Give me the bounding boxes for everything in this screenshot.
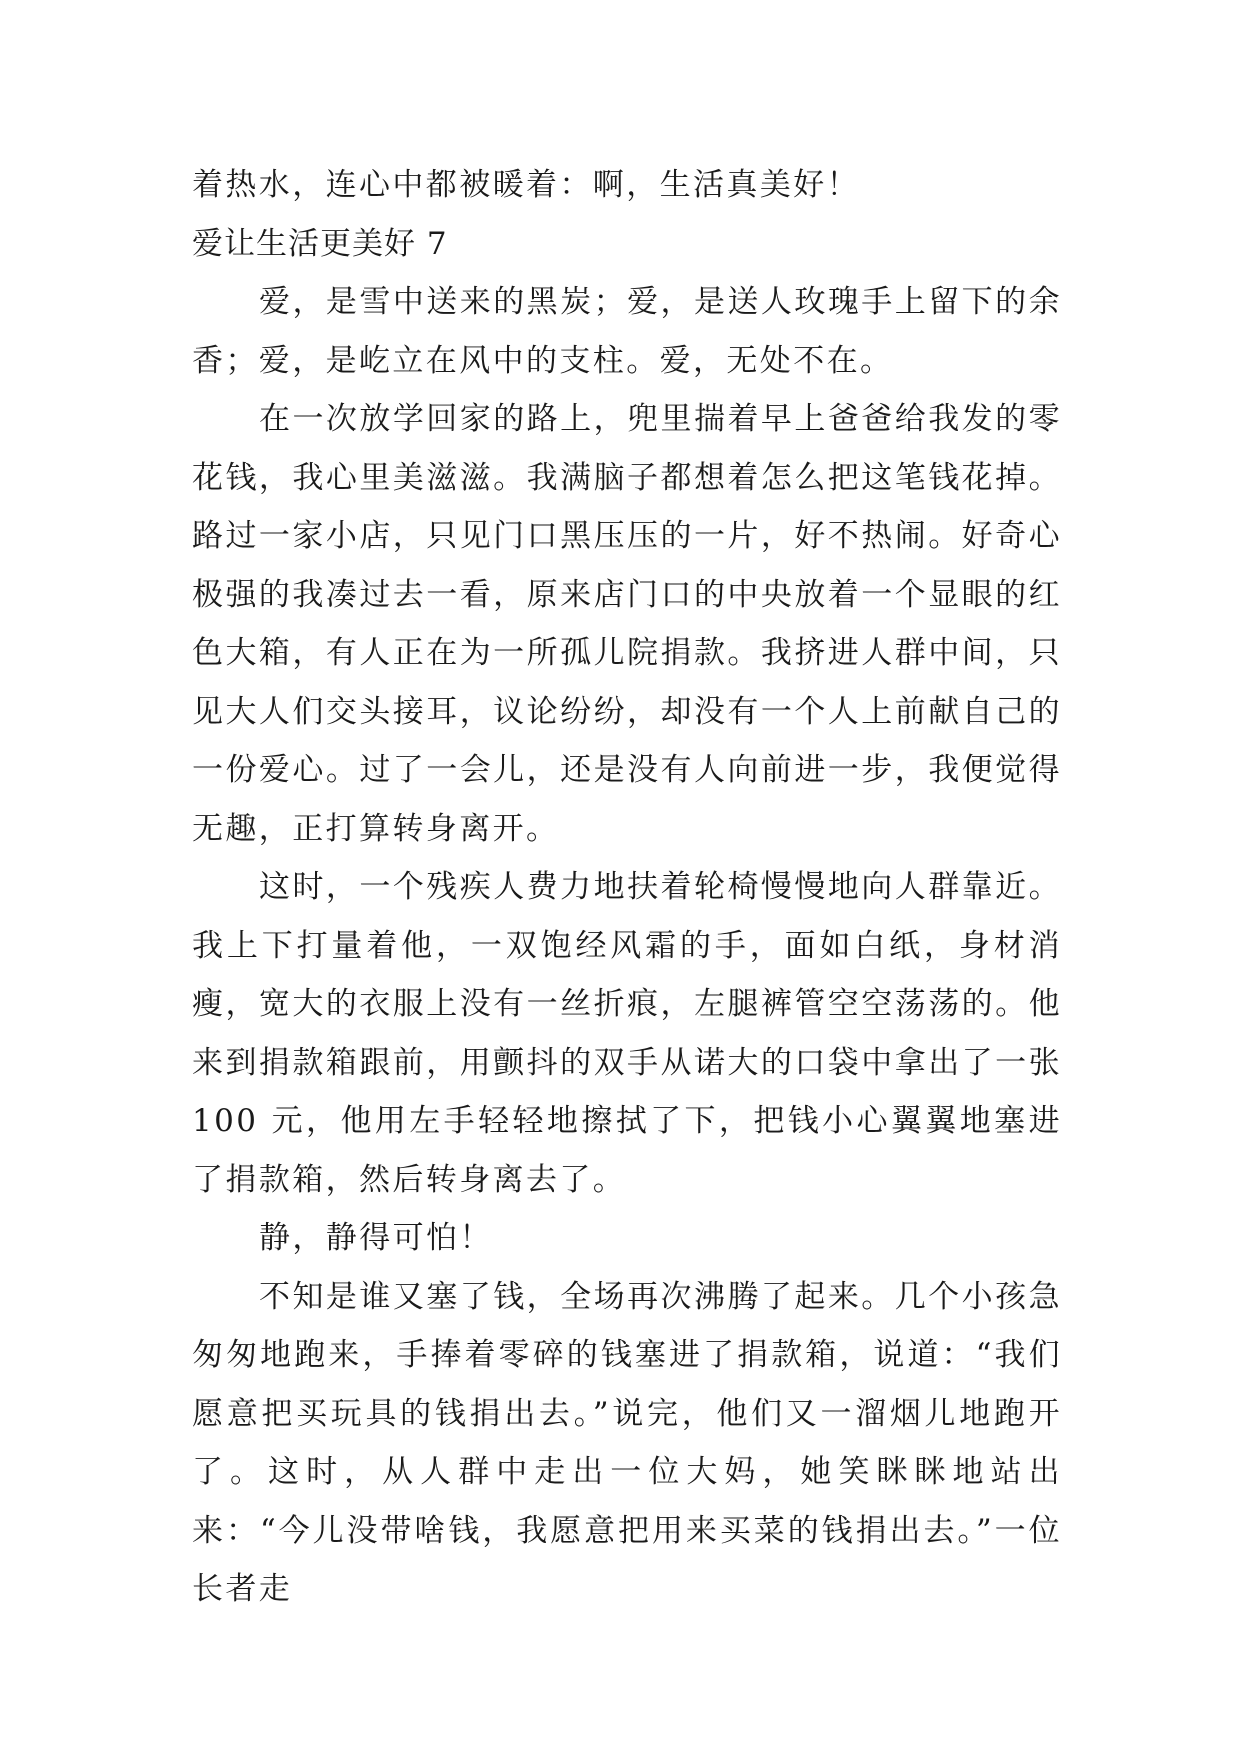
lead-line: 着热水，连心中都被暖着：啊，生活真美好！ (192, 167, 860, 203)
paragraph-3: 这时，一个残疾人费力地扶着轮椅慢慢地向人群靠近。我上下打量着他，一双饱经风霜的手，面如白纸，身材消瘦，宽大的衣服上没有一丝折痕，左腿裤管空空荡荡的。他来到捐款箱跟前，用颤抖的双手从诺大的口袋中拿出了一张 100 元，他用左手轻轻地擦拭了下，把钱小心翼翼地塞进了捐款箱，然后转身离去了。 (192, 869, 1062, 1198)
paragraph-1: 爱，是雪中送来的黑炭；爱，是送人玫瑰手上留下的余香；爱，是屹立在风中的支柱。爱，无处不在。 (192, 284, 1062, 379)
paragraph-5: 不知是谁又塞了钱，全场再次沸腾了起来。几个小孩急匆匆地跑来，手捧着零碎的钱塞进了捐款箱，说道：“我们愿意把买玩具的钱捐出去。”说完，他们又一溜烟儿地跑开了。这时，从人群中走出一位大妈，她笑眯眯地站出来：“今儿没带啥钱，我愿意把用来买菜的钱捐出去。”一位长者走 (192, 1278, 1062, 1607)
paragraph-2: 在一次放学回家的路上，兜里揣着早上爸爸给我发的零花钱，我心里美滋滋。我满脑子都想着怎么把这笔钱花掉。路过一家小店，只见门口黑压压的一片，好不热闹。好奇心极强的我凑过去一看，原来店门口的中央放着一个显眼的红色大箱，有人正在为一所孤儿院捐款。我挤进人群中间，只见大人们交头接耳，议论纷纷，却没有一个人上前献自己的一份爱心。过了一会儿，还是没有人向前进一步，我便觉得无趣，正打算转身离开。 (192, 401, 1062, 847)
section-heading: 爱让生活更美好 7 (192, 225, 448, 262)
paragraph-4: 静，静得可怕！ (259, 1220, 493, 1256)
document-body (192, 156, 1062, 1619)
